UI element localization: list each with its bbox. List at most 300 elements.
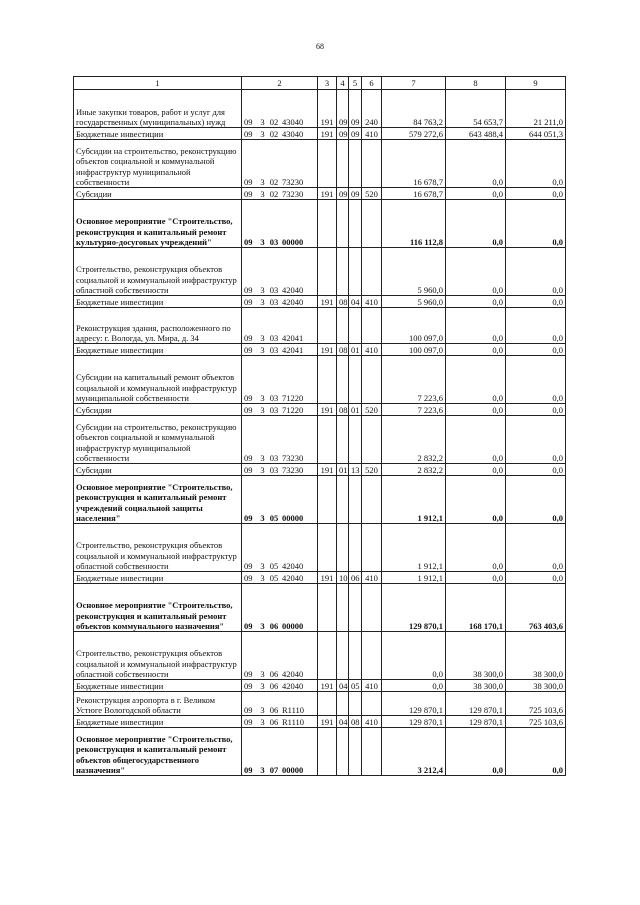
row-code (242, 632, 318, 680)
table-row (74, 464, 566, 476)
code-program: 09 (244, 620, 253, 631)
row-rz (337, 248, 349, 296)
row-gr (318, 248, 337, 296)
table-row (74, 188, 566, 200)
row-vr (362, 584, 382, 632)
table-row (74, 692, 566, 716)
code-subprogram: 3 (260, 344, 265, 355)
row-name: Бюджетные инвестиции (74, 716, 242, 728)
row-vr (362, 632, 382, 680)
code-event: 02 (269, 188, 279, 199)
row-vr: 410 (362, 296, 382, 308)
code-event: 03 (269, 284, 279, 295)
code-program: 09 (244, 116, 253, 127)
row-pr: 09 (349, 90, 362, 128)
code-event: 05 (269, 572, 279, 583)
code-event: 03 (269, 464, 279, 475)
code-direction: 00000 (282, 620, 304, 631)
row-name: Субсидии на строительство, реконструкцию объектов социальной и коммунальной инфраструктур муниципальной собственности (74, 140, 242, 188)
row-gr (318, 524, 337, 572)
row-pr: 09 (349, 188, 362, 200)
row-pr (349, 476, 362, 524)
code-program: 09 (244, 344, 253, 355)
code-direction: 42040 (282, 572, 304, 583)
code-direction: 43040 (282, 128, 304, 139)
row-name: Иные закупки товаров, работ и услуг для государственных (муниципальных) нужд (74, 90, 242, 128)
code-program: 09 (244, 668, 253, 679)
code-program: 09 (244, 764, 253, 775)
row-code (242, 416, 318, 464)
row-value-7: 129 870,1 (382, 584, 446, 632)
code-subprogram: 3 (260, 188, 265, 199)
row-pr (349, 692, 362, 716)
row-value-9: 0,0 (506, 188, 566, 200)
table-row (74, 344, 566, 356)
row-name: Бюджетные инвестиции (74, 344, 242, 356)
code-subprogram: 3 (260, 284, 265, 295)
row-vr: 410 (362, 572, 382, 584)
code-direction: 00000 (282, 512, 304, 523)
row-value-7: 1 912,1 (382, 572, 446, 584)
code-event: 06 (269, 680, 279, 691)
row-rz: 09 (337, 128, 349, 140)
row-name: Основное мероприятие "Строительство, реконструкция и капитальный ремонт учреждений социальной защиты населения" (74, 476, 242, 524)
header-cell: 7 (382, 77, 446, 90)
code-program: 09 (244, 404, 253, 415)
row-value-8: 0,0 (446, 524, 506, 572)
row-gr (318, 584, 337, 632)
row-vr: 520 (362, 464, 382, 476)
row-vr (362, 248, 382, 296)
row-value-8: 0,0 (446, 572, 506, 584)
row-gr (318, 416, 337, 464)
code-program: 09 (244, 284, 253, 295)
header-cell: 6 (362, 77, 382, 90)
code-subprogram: 3 (260, 668, 265, 679)
row-code (242, 464, 318, 476)
code-subprogram: 3 (260, 680, 265, 691)
row-pr (349, 308, 362, 344)
row-rz: 08 (337, 296, 349, 308)
row-vr: 410 (362, 680, 382, 692)
code-subprogram: 3 (260, 176, 265, 187)
row-name: Субсидии (74, 404, 242, 416)
code-subprogram: 3 (260, 404, 265, 415)
row-rz (337, 728, 349, 776)
row-code (242, 692, 318, 716)
row-value-7: 2 832,2 (382, 464, 446, 476)
row-name: Основное мероприятие "Строительство, реконструкция и капитальный ремонт культурно-досуговых учреждений" (74, 200, 242, 248)
code-direction: 73230 (282, 452, 304, 463)
row-value-8: 643 488,4 (446, 128, 506, 140)
row-gr (318, 356, 337, 404)
row-value-9: 0,0 (506, 296, 566, 308)
row-name: Субсидии (74, 464, 242, 476)
row-value-7: 3 212,4 (382, 728, 446, 776)
code-event: 06 (269, 704, 279, 715)
row-pr (349, 524, 362, 572)
code-direction: 42040 (282, 296, 304, 307)
row-gr: 191 (318, 296, 337, 308)
row-code (242, 188, 318, 200)
row-value-8: 0,0 (446, 248, 506, 296)
row-name: Субсидии на капитальный ремонт объектов социальной и коммунальной инфраструктур муниципальной собственности (74, 356, 242, 404)
code-event: 03 (269, 236, 279, 247)
row-value-7: 0,0 (382, 680, 446, 692)
table-row (74, 680, 566, 692)
code-subprogram: 3 (260, 128, 265, 139)
row-pr (349, 632, 362, 680)
row-gr: 191 (318, 128, 337, 140)
code-direction: 42040 (282, 680, 304, 691)
row-value-7: 5 960,0 (382, 296, 446, 308)
code-event: 03 (269, 404, 279, 415)
row-value-7: 129 870,1 (382, 692, 446, 716)
code-event: 03 (269, 452, 279, 463)
row-value-9: 0,0 (506, 404, 566, 416)
row-gr: 191 (318, 680, 337, 692)
row-value-9: 38 300,0 (506, 680, 566, 692)
row-vr: 240 (362, 90, 382, 128)
row-code (242, 476, 318, 524)
header-cell: 2 (242, 77, 318, 90)
row-gr (318, 308, 337, 344)
row-pr: 06 (349, 572, 362, 584)
row-rz (337, 524, 349, 572)
row-name: Основное мероприятие "Строительство, реконструкция и капитальный ремонт объектов общегосударственного назначения" (74, 728, 242, 776)
code-subprogram: 3 (260, 392, 265, 403)
row-value-9: 0,0 (506, 140, 566, 188)
code-direction: 43040 (282, 116, 304, 127)
row-value-8: 0,0 (446, 416, 506, 464)
row-gr (318, 140, 337, 188)
row-value-8: 129 870,1 (446, 716, 506, 728)
code-direction: 00000 (282, 236, 304, 247)
code-program: 09 (244, 236, 253, 247)
row-code (242, 356, 318, 404)
header-cell: 9 (506, 77, 566, 90)
row-value-8: 0,0 (446, 344, 506, 356)
row-name: Реконструкция аэропорта в г. Великом Устюге Вологодской области (74, 692, 242, 716)
row-pr: 05 (349, 680, 362, 692)
code-event: 07 (269, 764, 279, 775)
table-row (74, 632, 566, 680)
row-value-7: 5 960,0 (382, 248, 446, 296)
row-pr: 01 (349, 404, 362, 416)
row-code (242, 572, 318, 584)
code-event: 06 (269, 668, 279, 679)
code-program: 09 (244, 716, 253, 727)
code-subprogram: 3 (260, 572, 265, 583)
code-event: 05 (269, 560, 279, 571)
row-gr (318, 632, 337, 680)
row-value-9: 38 300,0 (506, 632, 566, 680)
code-event: 02 (269, 116, 279, 127)
row-name: Основное мероприятие "Строительство, реконструкция и капитальный ремонт объектов коммунального назначения" (74, 584, 242, 632)
code-subprogram: 3 (260, 116, 265, 127)
row-code (242, 524, 318, 572)
code-direction: 42040 (282, 284, 304, 295)
code-subprogram: 3 (260, 512, 265, 523)
row-vr (362, 476, 382, 524)
row-value-7: 2 832,2 (382, 416, 446, 464)
row-rz (337, 584, 349, 632)
row-value-8: 38 300,0 (446, 632, 506, 680)
code-program: 09 (244, 704, 253, 715)
code-subprogram: 3 (260, 464, 265, 475)
code-direction: 42041 (282, 332, 304, 343)
table-row (74, 90, 566, 128)
row-value-8: 0,0 (446, 356, 506, 404)
header-cell: 1 (74, 77, 242, 90)
row-value-7: 129 870,1 (382, 716, 446, 728)
row-value-9: 0,0 (506, 416, 566, 464)
row-value-9: 0,0 (506, 356, 566, 404)
row-value-9: 0,0 (506, 248, 566, 296)
row-pr (349, 416, 362, 464)
row-value-9: 644 051,3 (506, 128, 566, 140)
table-row (74, 248, 566, 296)
code-program: 09 (244, 680, 253, 691)
header-cell: 3 (318, 77, 337, 90)
row-vr (362, 140, 382, 188)
table-row (74, 308, 566, 344)
code-program: 09 (244, 512, 253, 523)
row-value-8: 0,0 (446, 464, 506, 476)
row-value-8: 168 170,1 (446, 584, 506, 632)
code-direction: 00000 (282, 764, 304, 775)
row-value-7: 0,0 (382, 632, 446, 680)
header-cell: 5 (349, 77, 362, 90)
code-subprogram: 3 (260, 332, 265, 343)
row-gr: 191 (318, 188, 337, 200)
table-row (74, 404, 566, 416)
row-value-8: 0,0 (446, 476, 506, 524)
table-row (74, 128, 566, 140)
row-vr: 520 (362, 188, 382, 200)
row-value-8: 0,0 (446, 140, 506, 188)
row-code (242, 128, 318, 140)
code-program: 09 (244, 332, 253, 343)
row-vr (362, 524, 382, 572)
row-value-8: 0,0 (446, 200, 506, 248)
budget-table (73, 76, 566, 776)
row-code (242, 200, 318, 248)
row-value-7: 84 763,2 (382, 90, 446, 128)
row-pr (349, 200, 362, 248)
row-name: Бюджетные инвестиции (74, 572, 242, 584)
row-vr: 410 (362, 716, 382, 728)
row-code (242, 680, 318, 692)
row-gr: 191 (318, 464, 337, 476)
code-program: 09 (244, 296, 253, 307)
row-name: Строительство, реконструкция объектов социальной и коммунальной инфраструктур областной собственности (74, 632, 242, 680)
row-value-8: 0,0 (446, 296, 506, 308)
row-value-9: 763 403,6 (506, 584, 566, 632)
table-row (74, 584, 566, 632)
row-pr: 09 (349, 128, 362, 140)
row-value-9: 0,0 (506, 524, 566, 572)
code-subprogram: 3 (260, 452, 265, 463)
page-number: 68 (316, 42, 324, 51)
row-gr: 191 (318, 572, 337, 584)
row-vr (362, 356, 382, 404)
row-value-7: 7 223,6 (382, 356, 446, 404)
row-gr: 191 (318, 404, 337, 416)
row-value-7: 16 678,7 (382, 188, 446, 200)
code-subprogram: 3 (260, 620, 265, 631)
row-rz: 04 (337, 716, 349, 728)
code-subprogram: 3 (260, 560, 265, 571)
row-code (242, 584, 318, 632)
row-gr (318, 200, 337, 248)
row-value-8: 0,0 (446, 308, 506, 344)
row-vr (362, 728, 382, 776)
row-value-7: 116 112,8 (382, 200, 446, 248)
row-name: Субсидии (74, 188, 242, 200)
code-event: 03 (269, 296, 279, 307)
code-subprogram: 3 (260, 296, 265, 307)
table-row (74, 140, 566, 188)
row-value-7: 100 097,0 (382, 344, 446, 356)
code-subprogram: 3 (260, 236, 265, 247)
code-program: 09 (244, 392, 253, 403)
code-program: 09 (244, 572, 253, 583)
row-gr: 191 (318, 344, 337, 356)
code-event: 02 (269, 176, 279, 187)
table-row (74, 572, 566, 584)
row-rz (337, 356, 349, 404)
row-rz (337, 140, 349, 188)
row-value-9: 725 103,6 (506, 692, 566, 716)
row-rz (337, 476, 349, 524)
row-code (242, 248, 318, 296)
row-value-9: 725 103,6 (506, 716, 566, 728)
row-code (242, 404, 318, 416)
row-rz (337, 416, 349, 464)
row-rz: 09 (337, 90, 349, 128)
table-row (74, 296, 566, 308)
row-gr (318, 728, 337, 776)
row-value-9: 0,0 (506, 728, 566, 776)
row-pr (349, 248, 362, 296)
row-value-7: 16 678,7 (382, 140, 446, 188)
code-direction: R1110 (282, 716, 305, 727)
row-rz: 01 (337, 464, 349, 476)
row-rz: 10 (337, 572, 349, 584)
code-subprogram: 3 (260, 716, 265, 727)
row-gr: 191 (318, 716, 337, 728)
code-direction: 73230 (282, 176, 304, 187)
row-name: Строительство, реконструкция объектов социальной и коммунальной инфраструктур областной собственности (74, 248, 242, 296)
code-program: 09 (244, 176, 253, 187)
row-value-8: 129 870,1 (446, 692, 506, 716)
row-pr: 13 (349, 464, 362, 476)
row-value-8: 0,0 (446, 728, 506, 776)
row-name: Строительство, реконструкция объектов социальной и коммунальной инфраструктур областной собственности (74, 524, 242, 572)
table-row (74, 200, 566, 248)
row-value-9: 0,0 (506, 344, 566, 356)
row-vr (362, 308, 382, 344)
row-name: Бюджетные инвестиции (74, 128, 242, 140)
row-code (242, 140, 318, 188)
code-direction: 73230 (282, 464, 304, 475)
table-row (74, 356, 566, 404)
row-rz (337, 632, 349, 680)
code-event: 06 (269, 716, 279, 727)
row-vr: 520 (362, 404, 382, 416)
row-value-9: 0,0 (506, 476, 566, 524)
table-header-row (74, 77, 566, 90)
row-name: Субсидии на строительство, реконструкцию объектов социальной и коммунальной инфраструктур муниципальной собственности (74, 416, 242, 464)
row-value-8: 0,0 (446, 404, 506, 416)
code-program: 09 (244, 188, 253, 199)
code-direction: R1110 (282, 704, 305, 715)
table-row (74, 524, 566, 572)
row-vr: 410 (362, 344, 382, 356)
row-code (242, 308, 318, 344)
row-rz (337, 308, 349, 344)
row-value-7: 7 223,6 (382, 404, 446, 416)
row-vr (362, 200, 382, 248)
code-event: 03 (269, 392, 279, 403)
code-subprogram: 3 (260, 764, 265, 775)
row-code (242, 90, 318, 128)
table-body (74, 90, 566, 776)
code-direction: 71220 (282, 404, 304, 415)
row-vr (362, 692, 382, 716)
table-row (74, 728, 566, 776)
row-value-7: 100 097,0 (382, 308, 446, 344)
code-program: 09 (244, 452, 253, 463)
code-event: 02 (269, 128, 279, 139)
row-value-7: 1 912,1 (382, 476, 446, 524)
code-event: 03 (269, 344, 279, 355)
row-rz (337, 692, 349, 716)
table-row (74, 476, 566, 524)
row-code (242, 344, 318, 356)
row-value-8: 0,0 (446, 188, 506, 200)
row-value-9: 21 211,0 (506, 90, 566, 128)
row-vr: 410 (362, 128, 382, 140)
row-gr (318, 476, 337, 524)
row-name: Бюджетные инвестиции (74, 680, 242, 692)
header-cell: 4 (337, 77, 349, 90)
row-rz (337, 200, 349, 248)
row-gr (318, 692, 337, 716)
code-subprogram: 3 (260, 704, 265, 715)
row-code (242, 716, 318, 728)
row-rz: 08 (337, 344, 349, 356)
code-event: 03 (269, 332, 279, 343)
row-value-7: 579 272,6 (382, 128, 446, 140)
row-pr (349, 356, 362, 404)
code-event: 05 (269, 512, 279, 523)
code-direction: 42040 (282, 560, 304, 571)
row-rz: 08 (337, 404, 349, 416)
table-row (74, 716, 566, 728)
row-pr (349, 728, 362, 776)
row-pr (349, 140, 362, 188)
row-rz: 04 (337, 680, 349, 692)
row-vr (362, 416, 382, 464)
code-program: 09 (244, 128, 253, 139)
row-pr (349, 584, 362, 632)
row-value-9: 0,0 (506, 200, 566, 248)
code-direction: 71220 (282, 392, 304, 403)
code-program: 09 (244, 464, 253, 475)
row-pr: 08 (349, 716, 362, 728)
